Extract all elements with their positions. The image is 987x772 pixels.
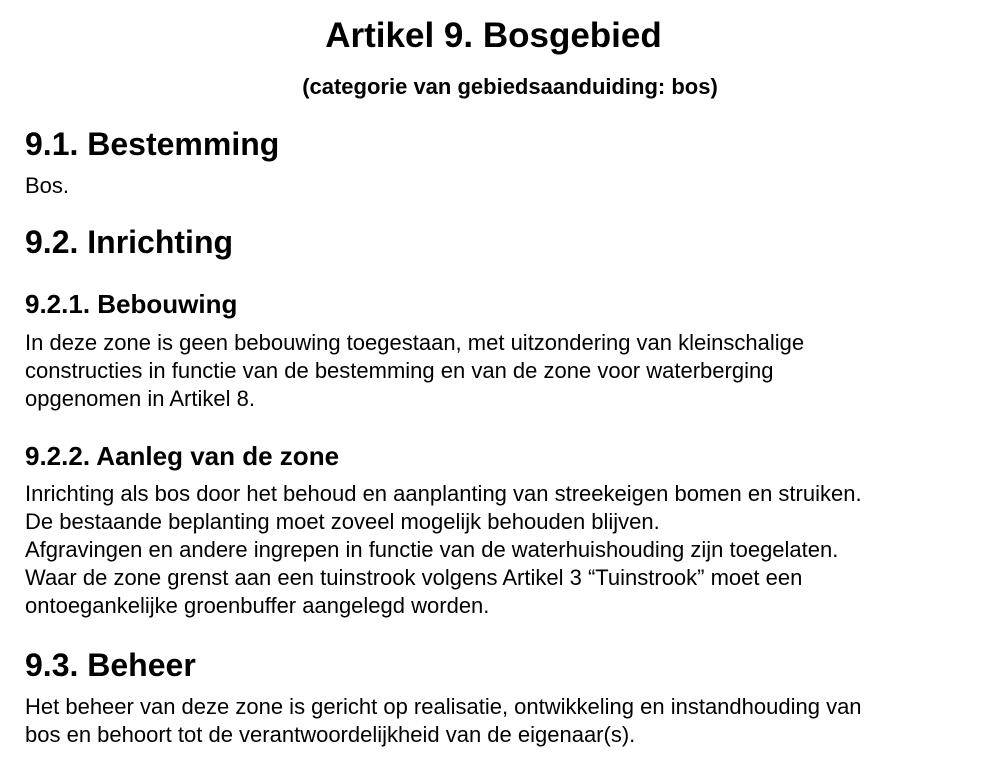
text-line: In deze zone is geen bebouwing toegestaan, met uitzondering van kleinschalige (25, 330, 805, 355)
text-line: Inrichting als bos door het behoud en aanplanting van streekeigen bomen en struiken. (25, 481, 862, 506)
article-title: Artikel 9. Bosgebied (325, 16, 662, 55)
text-line: ontoegankelijke groenbuffer aangelegd worden. (25, 593, 490, 618)
paragraph-9-1 (25, 172, 69, 200)
text-line: opgenomen in Artikel 8. (25, 386, 255, 411)
heading-9-1: 9.1. Bestemming (25, 126, 280, 162)
paragraph-9-2-2 (25, 480, 862, 620)
text-line: Afgravingen en andere ingrepen in functie van de waterhuishouding zijn toegelaten. (25, 537, 839, 562)
text-line: Bos. (25, 173, 70, 198)
paragraph-9-2-1 (25, 329, 804, 413)
text-line: bos en behoort tot de verantwoordelijkheid van de eigenaar(s). (25, 722, 636, 747)
text-line: Het beheer van deze zone is gericht op realisatie, ontwikkeling en instandhouding van (25, 694, 862, 719)
paragraph-9-3 (25, 693, 862, 749)
text-line: Waar de zone grenst aan een tuinstrook volgens Artikel 3 “Tuinstrook” moet een (25, 565, 803, 590)
heading-9-2: 9.2. Inrichting (25, 224, 234, 260)
text-line: constructies in functie van de bestemming en van de zone voor waterberging (25, 358, 774, 383)
heading-9-2-1: 9.2.1. Bebouwing (25, 289, 238, 319)
heading-9-3: 9.3. Beheer (25, 647, 196, 683)
heading-9-2-2: 9.2.2. Aanleg van de zone (25, 441, 340, 471)
text-line: De bestaande beplanting moet zoveel mogelijk behouden blijven. (25, 509, 660, 534)
article-subtitle: (categorie van gebiedsaanduiding: bos) (302, 74, 718, 99)
